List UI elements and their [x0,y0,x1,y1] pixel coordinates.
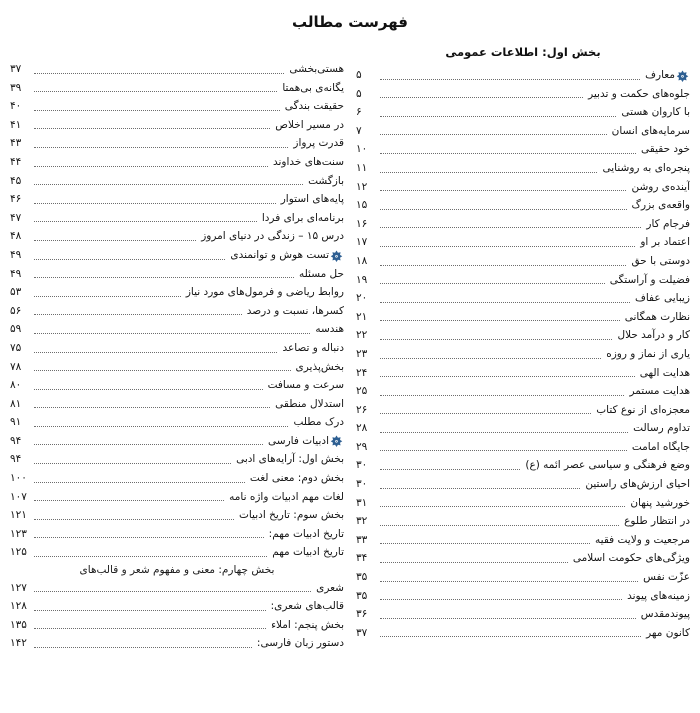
toc-page-number: ۱۰ [356,143,368,156]
toc-page-number: ۱۰۷ [10,490,27,503]
page-title: فهرست مطالب [292,13,408,31]
toc-entry[interactable] [10,116,344,135]
toc-leader-dots [34,165,268,167]
toc-entry[interactable] [10,302,344,321]
toc-page-number: ۱۵ [356,199,368,212]
toc-entry-title-line1: بخش چهارم: معنی و مفهوم شعر و قالب‌های [79,564,275,577]
toc-leader-dots [34,536,264,538]
toc-entry-title: حل مسئله [298,267,344,280]
toc-entry-title: بخش دوم: معنی لغت [249,472,344,485]
toc-entry-title: مرجعیت و ولایت فقیه [595,533,690,546]
toc-leader-dots [380,171,597,173]
toc-page-number: ۱۲ [356,180,368,193]
column-left-top-spacer [10,41,344,60]
toc-entry-title: فضیلت و آراستگی [609,273,690,286]
toc-entry[interactable] [356,531,690,550]
toc-entry-title: تاریخ ادبیات مهم [272,546,344,559]
toc-page-number: ۸۱ [10,397,22,410]
toc-entry[interactable] [10,525,344,544]
toc-entry-title: جایگاه امامت [631,440,690,453]
toc-leader-dots [380,375,635,377]
toc-entry-title: سرمایه‌های انسان [611,124,690,137]
toc-entry-title-line2: شعری [316,582,344,595]
toc-leader-dots [34,627,266,629]
toc-entry-line2 [10,579,344,597]
toc-entry[interactable] [356,364,690,383]
toc-leader-dots [380,412,591,414]
toc-page-number: ۵۹ [10,323,22,336]
toc-entry-title: تداوم رسالت [633,422,690,435]
toc-page-number: ۱۳۵ [10,618,27,631]
toc-page [0,13,700,713]
toc-leader-dots [34,518,234,520]
toc-entry[interactable] [356,624,690,643]
toc-page-number: ۳۳ [356,533,368,546]
toc-entry[interactable] [356,494,690,513]
toc-entry-title: قدرت پرواز [293,137,344,150]
toc-page-number: ۴۸ [10,230,22,243]
toc-page-number: ۱۱ [356,161,368,174]
toc-page-number: ۳۰ [356,478,368,491]
toc-entry[interactable] [10,79,344,98]
toc-entry[interactable] [356,326,690,345]
toc-entry[interactable] [10,413,344,432]
toc-page-number: ۴۰ [10,100,22,113]
toc-entry-title: هدایت مستمر [629,385,690,398]
toc-leader-dots [380,524,619,526]
toc-page-number: ۴۱ [10,118,22,131]
toc-leader-dots [380,580,638,582]
toc-entry[interactable] [356,233,690,252]
toc-page-number: ۴۹ [10,248,22,261]
toc-entry[interactable] [10,209,344,228]
toc-columns [0,41,700,681]
toc-entry[interactable] [356,308,690,327]
toc-page-number: ۴۷ [10,211,22,224]
toc-entry-title: اعتماد بر او [640,236,690,249]
toc-entry[interactable] [10,190,344,209]
toc-entry[interactable] [356,252,690,271]
toc-page-number: ۱۲۷ [10,582,27,595]
toc-entry[interactable] [356,605,690,624]
toc-entry[interactable] [10,227,344,246]
toc-leader-dots [380,617,636,619]
toc-leader-dots [34,109,280,111]
toc-page-number: ۴۴ [10,155,22,168]
toc-entry[interactable] [10,634,344,653]
toc-page-number: ۲۹ [356,440,368,453]
toc-leader-dots [34,332,310,334]
toc-leader-dots [380,598,622,600]
toc-entry-title: جلوه‌های حکمت و تدبیر [588,87,690,100]
toc-entry-title: خود حقیقی [641,143,690,156]
toc-entry-title: پیوندمقدس [640,608,690,621]
toc-leader-dots [380,357,601,359]
toc-page-number: ۲۵ [356,385,368,398]
toc-entry[interactable] [10,358,344,377]
toc-leader-dots [380,505,625,507]
toc-page-number: ۷۵ [10,341,22,354]
toc-entry-title: معجزه‌ای از نوع کتاب [596,403,690,416]
toc-entry-title: بخش اول: آرایه‌های ادبی [236,453,344,466]
toc-entry[interactable] [10,395,344,414]
toc-leader-dots [34,646,252,648]
toc-page-number: ۱۴۲ [10,637,27,650]
toc-entry-title: هندسه [315,323,344,336]
toc-leader-dots [34,406,270,408]
toc-entry-title: بازگشت [308,174,344,187]
toc-page-number: ۲۲ [356,329,368,342]
toc-entry-title: پنجره‌ای به روشنایی [602,161,690,174]
toc-entry[interactable] [356,85,690,104]
toc-leader-dots [380,115,616,117]
toc-leader-dots [34,220,257,222]
toc-entry-title: فرجام کار [646,217,690,230]
toc-leader-dots [380,133,607,135]
toc-entry[interactable] [10,172,344,191]
toc-page-number: ۱۲۵ [10,546,27,559]
toc-entry-title: نظارت همگانی [624,310,690,323]
toc-entry[interactable] [10,283,344,302]
toc-page-number: ۲۶ [356,403,368,416]
toc-leader-dots [380,431,628,433]
toc-leader-dots [34,462,231,464]
toc-leader-dots [34,481,245,483]
toc-entry-title: احیای ارزش‌های راستین [585,478,690,491]
toc-page-number: ۵ [356,87,362,100]
toc-entry[interactable] [356,401,690,420]
toc-leader-dots [34,276,294,278]
toc-page-number: ۹۴ [10,453,22,466]
toc-entry-title: ادبیات فارسی [268,434,329,447]
toc-page-number: ۲۴ [356,366,368,379]
toc-leader-dots [380,152,636,154]
toc-leader-dots [380,96,583,98]
toc-entry-title: برنامه‌ای برای فردا [261,211,344,224]
toc-entry-title: استدلال منطقی [275,397,344,410]
toc-entry-title: یگانه‌ی بی‌همتا [282,81,344,94]
toc-entry[interactable] [10,469,344,488]
toc-leader-dots [34,388,263,390]
toc-entry-title: وضع فرهنگی و سیاسی عصر ائمه (ع) [525,459,690,472]
toc-entry[interactable] [356,289,690,308]
toc-leader-dots [34,239,196,241]
toc-entry[interactable] [356,196,690,215]
toc-leader-dots [34,90,277,92]
toc-entry-title: ویژگی‌های حکومت اسلامی [572,552,690,565]
toc-page-number: ۵۳ [10,286,22,299]
toc-entry-title: لغات مهم ادبیات واژه نامه [229,490,344,503]
toc-entry-title: بخش‌پذیری [295,360,344,373]
toc-page-number: ۲۱ [356,310,368,323]
toc-leader-dots [380,189,626,191]
toc-leader-dots [380,468,520,470]
toc-page-number: ۱۲۸ [10,600,27,613]
toc-leader-dots [34,146,288,148]
toc-leader-dots [380,635,641,637]
six-point-star-icon [675,70,690,85]
toc-entry-list-left [10,60,344,653]
toc-entry-title: درک مطلب [293,416,344,429]
toc-leader-dots [380,78,640,80]
toc-entry-title: قالب‌های شعری: [270,600,344,613]
toc-entry[interactable] [10,616,344,635]
toc-entry-title: با کاروان هستی [621,106,690,119]
toc-leader-dots [34,127,270,129]
toc-leader-dots [380,301,630,303]
toc-page-number: ۲۸ [356,422,368,435]
toc-entry[interactable] [10,339,344,358]
six-point-star-icon [329,435,344,450]
toc-entry[interactable] [10,60,344,79]
toc-page-number: ۵ [356,69,362,81]
toc-leader-dots [380,449,627,451]
toc-page-number: ۴۵ [10,174,22,187]
toc-entry[interactable] [10,562,344,597]
toc-leader-dots [380,319,620,321]
toc-leader-dots [380,208,627,210]
toc-page-number: ۳۷ [356,626,368,639]
toc-page-number: ۷۸ [10,360,22,373]
toc-leader-dots [34,609,266,611]
toc-entry[interactable] [356,475,690,494]
toc-entry[interactable] [10,450,344,469]
toc-page-number: ۳۵ [356,589,368,602]
toc-leader-dots [380,226,641,228]
toc-page-number: ۳۷ [10,63,22,75]
toc-entry[interactable] [10,134,344,153]
toc-entry-title: هستی‌بخشی [289,63,344,75]
toc-entry[interactable] [10,597,344,616]
toc-entry-title: عزّت نفس [643,571,690,584]
toc-page-number: ۱۰۰ [10,472,27,485]
toc-entry[interactable] [356,215,690,234]
toc-entry[interactable] [356,345,690,364]
toc-entry-title: در مسیر اخلاص [275,118,344,131]
toc-entry[interactable] [10,246,344,265]
toc-entry-title: تست هوش و توانمندی [230,248,329,261]
toc-page-number: ۵۶ [10,304,22,317]
toc-page-number: ۱۶ [356,217,368,230]
toc-entry[interactable] [356,512,690,531]
toc-entry[interactable] [10,265,344,284]
toc-entry-title: دستور زبان فارسی: [256,637,344,650]
toc-column-right [352,41,690,681]
toc-entry-title: روابط ریاضی و فرمول‌های مورد نیاز [185,286,344,299]
toc-entry-title: کسرها، نسبت و درصد [246,304,344,317]
toc-page-number: ۱۲۱ [10,509,27,522]
toc-entry-title: پایه‌های استوار [280,193,344,206]
toc-entry[interactable] [356,382,690,401]
toc-page-number: ۳۴ [356,552,368,565]
toc-leader-dots [380,542,590,544]
toc-leader-dots [34,443,263,445]
toc-leader-dots [34,258,225,260]
toc-leader-dots [34,202,276,204]
toc-entry[interactable] [356,549,690,568]
toc-page-number: ۶ [356,106,362,119]
toc-entry-title: خورشید پنهان [630,496,690,509]
toc-entry-title: آینده‌ی روشن [631,180,690,193]
toc-page-number: ۸۰ [10,379,22,392]
toc-entry-title: زمینه‌های پیوند [627,589,690,602]
toc-entry[interactable] [10,488,344,507]
toc-leader-dots [380,487,580,489]
toc-entry[interactable] [10,376,344,395]
toc-entry-title: کانون مهر [646,626,690,639]
toc-leader-dots [34,313,242,315]
toc-leader-dots [34,72,284,74]
six-point-star-icon [329,250,344,265]
toc-entry-title: در انتظار طلوع [624,515,690,528]
toc-page-number: ۹۱ [10,416,22,429]
toc-entry[interactable] [356,271,690,290]
toc-leader-dots [34,499,224,501]
toc-entry[interactable] [10,320,344,339]
toc-leader-dots [34,369,291,371]
toc-leader-dots [34,183,303,185]
toc-page-number: ۷ [356,124,362,137]
toc-entry[interactable] [356,419,690,438]
toc-entry-title: واقعه‌ی بزرگ [631,199,690,212]
toc-entry[interactable] [356,456,690,475]
toc-leader-dots [34,555,267,557]
toc-leader-dots [34,295,181,297]
toc-entry-title: درس ۱۵ – زندگی در دنیای امروز [201,230,344,243]
toc-page-number: ۹۴ [10,434,22,447]
toc-page-number: ۴۳ [10,137,22,150]
toc-page-number: ۲۳ [356,347,368,360]
toc-entry-title: سنت‌های خداوند [273,155,344,168]
toc-entry-title: سرعت و مسافت [267,379,344,392]
toc-column-left [10,41,348,681]
toc-entry[interactable] [356,178,690,197]
toc-entry[interactable] [10,543,344,562]
toc-entry[interactable] [356,159,690,178]
section-heading-part-one: بخش اول: اطلاعات عمومی [445,45,601,59]
toc-leader-dots [380,245,635,247]
toc-entry[interactable] [10,432,344,451]
toc-entry[interactable] [10,506,344,525]
toc-entry-title: دوستی با حق [631,254,690,267]
toc-leader-dots [34,590,311,592]
toc-entry-title: یاری از نماز و روزه [606,347,690,360]
toc-entry[interactable] [356,66,690,85]
toc-page-number: ۱۹ [356,273,368,286]
toc-leader-dots [380,264,626,266]
toc-leader-dots [380,338,612,340]
toc-entry[interactable] [10,97,344,116]
toc-entry[interactable] [356,122,690,141]
toc-leader-dots [34,351,277,353]
toc-entry[interactable] [10,153,344,172]
toc-entry-title: دنباله و تصاعد [282,341,344,354]
toc-entry[interactable] [356,140,690,159]
toc-leader-dots [380,394,624,396]
toc-leader-dots [380,282,605,284]
toc-leader-dots [380,561,568,563]
toc-page-number: ۲۰ [356,292,368,305]
toc-entry-title: کار و درآمد حلال [617,329,690,342]
toc-entry[interactable] [356,103,690,122]
toc-entry[interactable] [356,587,690,606]
toc-page-number: ۳۱ [356,496,368,509]
toc-entry-title: حقیقت بندگی [284,100,344,113]
toc-entry-title: تاریخ ادبیات مهم: [268,527,344,540]
toc-entry-title: بخش سوم: تاریخ ادبیات [238,509,344,522]
toc-page-number: ۳۲ [356,515,368,528]
toc-page-number: ۳۹ [10,81,22,94]
toc-page-number: ۳۶ [356,608,368,621]
toc-page-number: ۱۸ [356,254,368,267]
toc-entry[interactable] [356,438,690,457]
toc-page-number: ۱۷ [356,236,368,249]
toc-entry-title: بخش پنجم: املاء [271,618,344,631]
toc-page-number: ۴۹ [10,267,22,280]
toc-page-number: ۳۰ [356,459,368,472]
toc-leader-dots [34,425,288,427]
toc-page-number: ۳۵ [356,571,368,584]
toc-entry-list-right [356,66,690,642]
toc-entry-title: هدایت الهی [639,366,690,379]
toc-entry[interactable] [356,568,690,587]
toc-entry-title: زیبایی عفاف [634,292,690,305]
toc-page-number: ۴۶ [10,193,22,206]
toc-page-number: ۱۲۳ [10,527,27,540]
toc-entry-title: معارف [645,69,675,81]
